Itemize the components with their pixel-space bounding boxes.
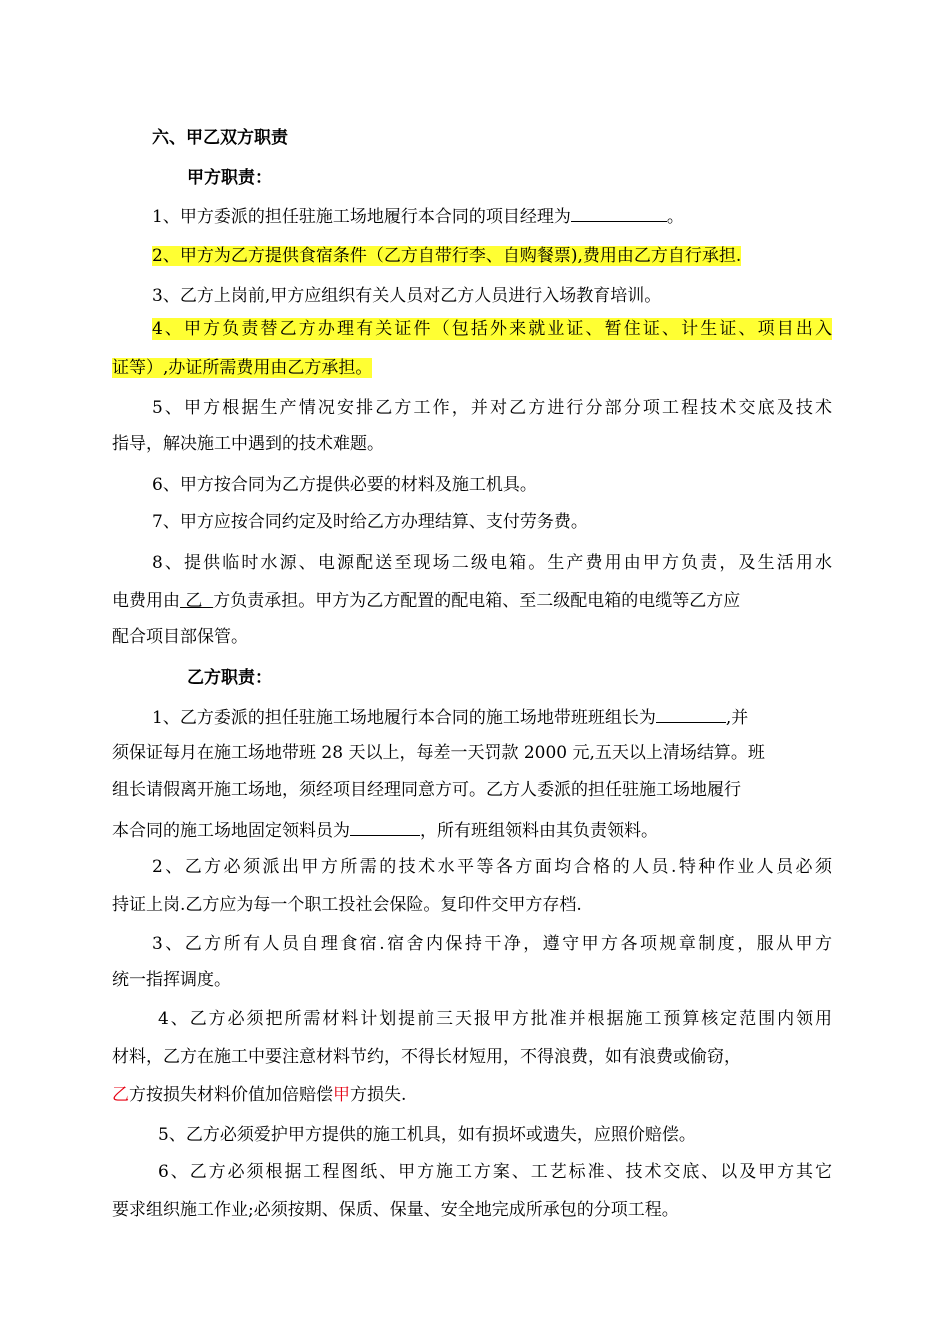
party-b-red-mark: 乙 [112, 1085, 129, 1105]
party-a-item-5-line-1: 5、甲方根据生产情况安排乙方工作，并对乙方进行分部分项工程技术交底及技术 [152, 398, 832, 418]
party-a-item-2: 2、甲方为乙方提供食宿条件（乙方自带行李、自购餐票),费用由乙方自行承担. [152, 246, 742, 266]
party-b-item-4-line-1: 4、乙方必须把所需材料计划提前三天报甲方批准并根据施工预算核定范围内领用 [158, 1009, 832, 1029]
party-b-heading: 乙方职责： [187, 668, 272, 688]
party-b-item-1-line-1: 1、乙方委派的担任驻施工场地履行本合同的施工场地带班班组长为 ,并 [152, 705, 832, 729]
party-a-item-4-line-2: 证等）,办证所需费用由乙方承担。 [112, 358, 373, 378]
utility-payer-fill: 乙 [180, 591, 214, 611]
team-leader-blank [656, 705, 726, 723]
party-b-item-3-line-2: 统一指挥调度。 [112, 970, 231, 990]
party-b-item-4-line-2: 材料，乙方在施工中要注意材料节约，不得长材短用，不得浪费，如有浪费或偷窃， [112, 1047, 741, 1067]
party-a-item-7: 7、甲方应按合同约定及时给乙方办理结算、支付劳务费。 [152, 512, 588, 532]
party-a-item-6: 6、甲方按合同为乙方提供必要的材料及施工机具。 [152, 475, 537, 495]
party-a-item-5-line-2: 指导，解决施工中遇到的技术难题。 [112, 434, 384, 454]
party-b-item-5: 5、乙方必须爱护甲方提供的施工机具，如有损坏或遗失，应照价赔偿。 [158, 1125, 696, 1145]
party-b-item-3-line-1: 3、乙方所有人员自理食宿.宿舍内保持干净，遵守甲方各项规章制度，服从甲方 [152, 934, 832, 954]
party-b-item-2-line-1: 2、乙方必须派出甲方所需的技术水平等各方面均合格的人员.特种作业人员必须 [152, 857, 832, 877]
section-title: 六、甲乙双方职责 [152, 128, 288, 148]
party-b-item-2-line-2: 持证上岗.乙方应为每一个职工投社会保险。复印件交甲方存档. [112, 895, 582, 915]
party-a-item-8-line-1: 8、提供临时水源、电源配送至现场二级电箱。生产费用由甲方负责，及生活用水 [152, 553, 832, 573]
party-b-item-6-line-2: 要求组织施工作业;必须按期、保质、保量、安全地完成所承包的分项工程。 [112, 1200, 679, 1220]
party-a-item-8-line-2: 电费用由 乙 方负责承担。甲方为乙方配置的配电箱、至二级配电箱的电缆等乙方应 [112, 591, 741, 611]
material-keeper-blank [350, 818, 420, 836]
party-b-item-6-line-1: 6、乙方必须根据工程图纸、甲方施工方案、工艺标准、技术交底、以及甲方其它 [158, 1162, 832, 1182]
party-b-item-1-line-4: 本合同的施工场地固定领料员为 ，所有班组领料由其负责领料。 [112, 818, 832, 842]
project-manager-blank [571, 204, 667, 222]
party-a-heading: 甲方职责： [187, 168, 272, 188]
party-b-item-1-line-3: 组长请假离开施工场地，须经项目经理同意方可。乙方人委派的担任驻施工场地履行 [112, 780, 741, 800]
party-a-item-3: 3、乙方上岗前,甲方应组织有关人员对乙方人员进行入场教育培训。 [152, 286, 662, 306]
party-b-item-1-line-2: 须保证每月在施工场地带班 28 天以上，每差一天罚款 2000 元,五天以上清场结算。班 [112, 743, 765, 763]
party-a-red-mark: 甲 [333, 1085, 350, 1105]
party-a-item-8-line-3: 配合项目部保管。 [112, 627, 248, 647]
party-a-item-4-line-1: 4、甲方负责替乙方办理有关证件（包括外来就业证、暂住证、计生证、项目出入 [152, 319, 832, 339]
party-a-item-1: 1、甲方委派的担任驻施工场地履行本合同的项目经理为 。 [152, 204, 832, 228]
party-b-item-4-line-3: 乙方按损失材料价值加倍赔偿甲方损失. [112, 1085, 407, 1105]
